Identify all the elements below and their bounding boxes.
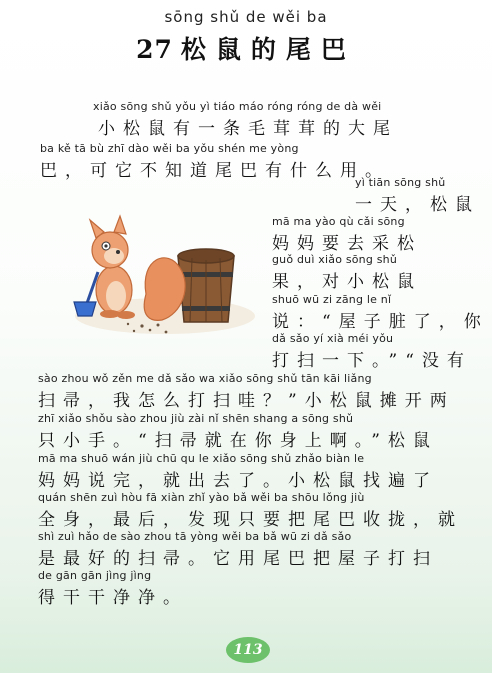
text-line-5: 果，对小松鼠	[272, 272, 422, 292]
lesson-title	[0, 30, 492, 66]
pinyin-line-5: guǒ duì xiǎo sōng shǔ	[272, 253, 398, 266]
text-line-9: 只小手。“扫帚就在你身上啊。”松鼠	[38, 431, 438, 451]
pinyin-line-4: mā ma yào qù cǎi sōng	[272, 215, 405, 228]
text-line-6: 说：“屋子脏了，你	[272, 312, 489, 332]
lesson-title-text: 松鼠的尾巴	[180, 35, 356, 64]
squirrel-illustration	[70, 198, 260, 348]
pinyin-line-11: quán shēn zuì hòu fā xiàn zhǐ yào bǎ wěi ba shōu lǒng jiù	[38, 491, 365, 504]
text-line-7: 打扫一下。”“没有	[272, 351, 472, 371]
page-number: 113	[226, 637, 270, 663]
pinyin-line-8: sào zhou wǒ zěn me dǎ sǎo wa xiǎo sōng shǔ tān kāi liǎng	[38, 372, 372, 385]
bucket-icon	[178, 249, 234, 322]
title-pinyin: sōng shǔ de wěi ba	[164, 8, 328, 26]
text-line-13: 得干干净净。	[38, 588, 188, 608]
squirrel-icon	[90, 216, 135, 319]
pinyin-line-10: mā ma shuō wán jiù chū qu le xiǎo sōng shǔ zhǎo biàn le	[38, 452, 365, 465]
text-line-4: 妈妈要去采松	[272, 234, 422, 254]
text-line-8: 扫帚，我怎么打扫哇？”小松鼠摊开两	[38, 391, 455, 411]
text-line-10: 妈妈说完，就出去了。小松鼠找遍了	[38, 471, 438, 491]
pinyin-line-13: de gān gān jìng jìng	[38, 569, 152, 582]
pinyin-line-1: xiǎo sōng shǔ yǒu yì tiáo máo róng róng de dà wěi	[93, 100, 382, 113]
pinyin-line-2: ba kě tā bù zhī dào wěi ba yǒu shén me yòng	[40, 142, 299, 155]
dustpan-icon	[74, 272, 98, 316]
lesson-number: 27	[136, 35, 173, 64]
pinyin-line-3: yì tiān sōng shǔ	[355, 176, 446, 189]
pinyin-line-12: shì zuì hǎo de sào zhou tā yòng wěi ba bǎ wū zi dǎ sǎo	[38, 530, 352, 543]
text-line-3: 一天，松鼠	[355, 195, 480, 215]
text-line-12: 是最好的扫帚。它用尾巴把屋子打扫	[38, 549, 438, 569]
pinyin-line-9: zhī xiǎo shǒu sào zhou jiù zài nǐ shēn shang a sōng shǔ	[38, 412, 354, 425]
pinyin-line-7: dǎ sǎo yí xià méi yǒu	[272, 332, 394, 345]
text-line-11: 全身，最后，发现只要把尾巴收拢，就	[38, 510, 463, 530]
pinyin-line-6: shuō wū zi zāng le nǐ	[272, 293, 392, 306]
text-line-1: 小松鼠有一条毛茸茸的大尾	[98, 119, 398, 139]
text-line-2: 巴，可它不知道尾巴有什么用。	[40, 161, 390, 181]
